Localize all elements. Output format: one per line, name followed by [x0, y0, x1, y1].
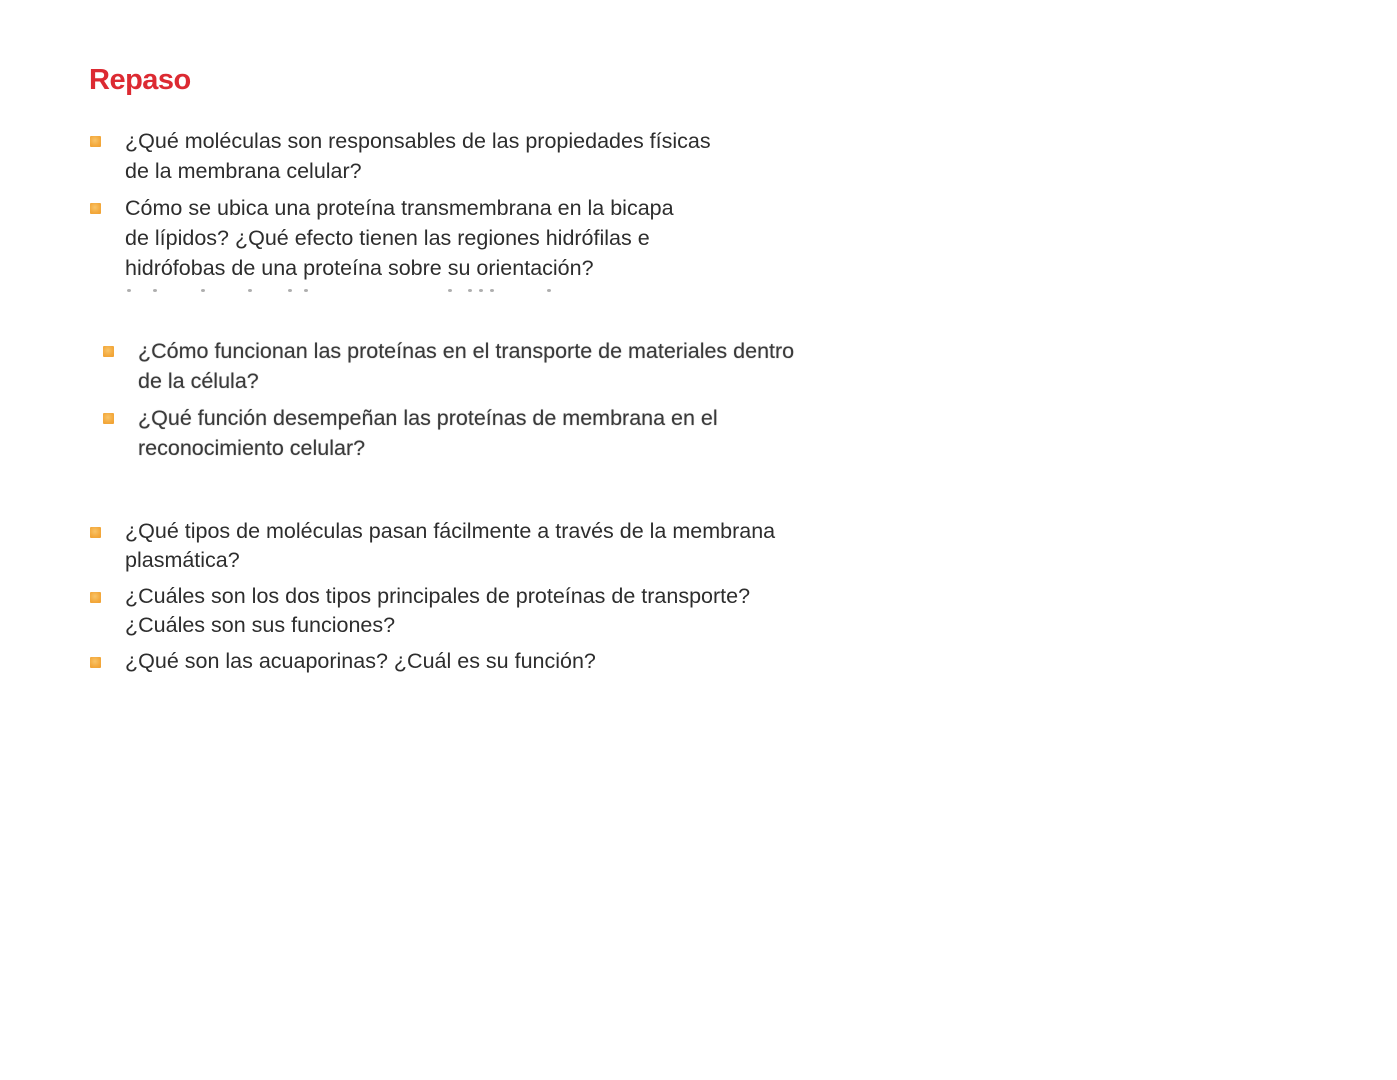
list-item	[103, 336, 794, 396]
bullet-square-icon	[90, 592, 101, 603]
text-remnant-dot	[490, 289, 494, 292]
question-line: ¿Cuáles son los dos tipos principales de proteínas de transporte?	[125, 584, 751, 608]
question-line: de la célula?	[138, 369, 259, 393]
question-line: de la membrana celular?	[125, 159, 362, 183]
question-text	[125, 582, 750, 640]
question-line: ¿Cuáles son sus funciones?	[125, 613, 396, 637]
bullet-square-icon	[90, 527, 101, 538]
text-remnant-dot	[448, 289, 452, 292]
question-text	[125, 517, 775, 575]
text-remnant-dot	[153, 289, 157, 292]
list-item	[90, 582, 775, 640]
text-remnant-dot	[304, 289, 308, 292]
question-list-middle	[103, 336, 794, 470]
bullet-square-icon	[90, 657, 101, 668]
question-list-top	[90, 126, 711, 290]
bullet-square-icon	[90, 136, 101, 147]
bullet-square-icon	[103, 413, 114, 424]
question-line: hidrófobas de una proteína sobre su orientación?	[125, 256, 594, 280]
page-title: Repaso	[89, 64, 191, 96]
question-line: ¿Qué función desempeñan las proteínas de membrana en el	[138, 406, 718, 430]
question-line: ¿Qué son las acuaporinas? ¿Cuál es su función?	[125, 649, 596, 673]
text-remnant-dot	[201, 289, 205, 292]
question-line: ¿Cómo funcionan las proteínas en el transporte de materiales dentro	[138, 339, 795, 363]
question-line: Cómo se ubica una proteína transmembrana en la bicapa	[125, 196, 674, 220]
list-item	[90, 517, 775, 575]
question-text	[125, 126, 711, 186]
list-item	[90, 647, 775, 676]
list-item	[90, 193, 711, 283]
question-line: plasmática?	[125, 548, 240, 572]
question-line: ¿Qué moléculas son responsables de las propiedades físicas	[125, 129, 711, 153]
list-item	[90, 126, 711, 186]
question-text	[138, 336, 794, 396]
question-text	[138, 403, 718, 463]
question-text	[125, 193, 674, 283]
bullet-square-icon	[90, 203, 101, 214]
question-line: de lípidos? ¿Qué efecto tienen las regiones hidrófilas e	[125, 226, 650, 250]
bullet-square-icon	[103, 346, 114, 357]
clipped-text-remnant	[127, 289, 727, 295]
question-text	[125, 647, 596, 676]
question-line: ¿Qué tipos de moléculas pasan fácilmente a través de la membrana	[125, 519, 776, 543]
text-remnant-dot	[479, 289, 483, 292]
text-remnant-dot	[288, 289, 292, 292]
text-remnant-dot	[248, 289, 252, 292]
text-remnant-dot	[547, 289, 551, 292]
text-remnant-dot	[468, 289, 472, 292]
text-remnant-dot	[127, 289, 131, 292]
question-list-bottom	[90, 517, 775, 683]
question-line: reconocimiento celular?	[138, 436, 366, 460]
list-item	[103, 403, 794, 463]
